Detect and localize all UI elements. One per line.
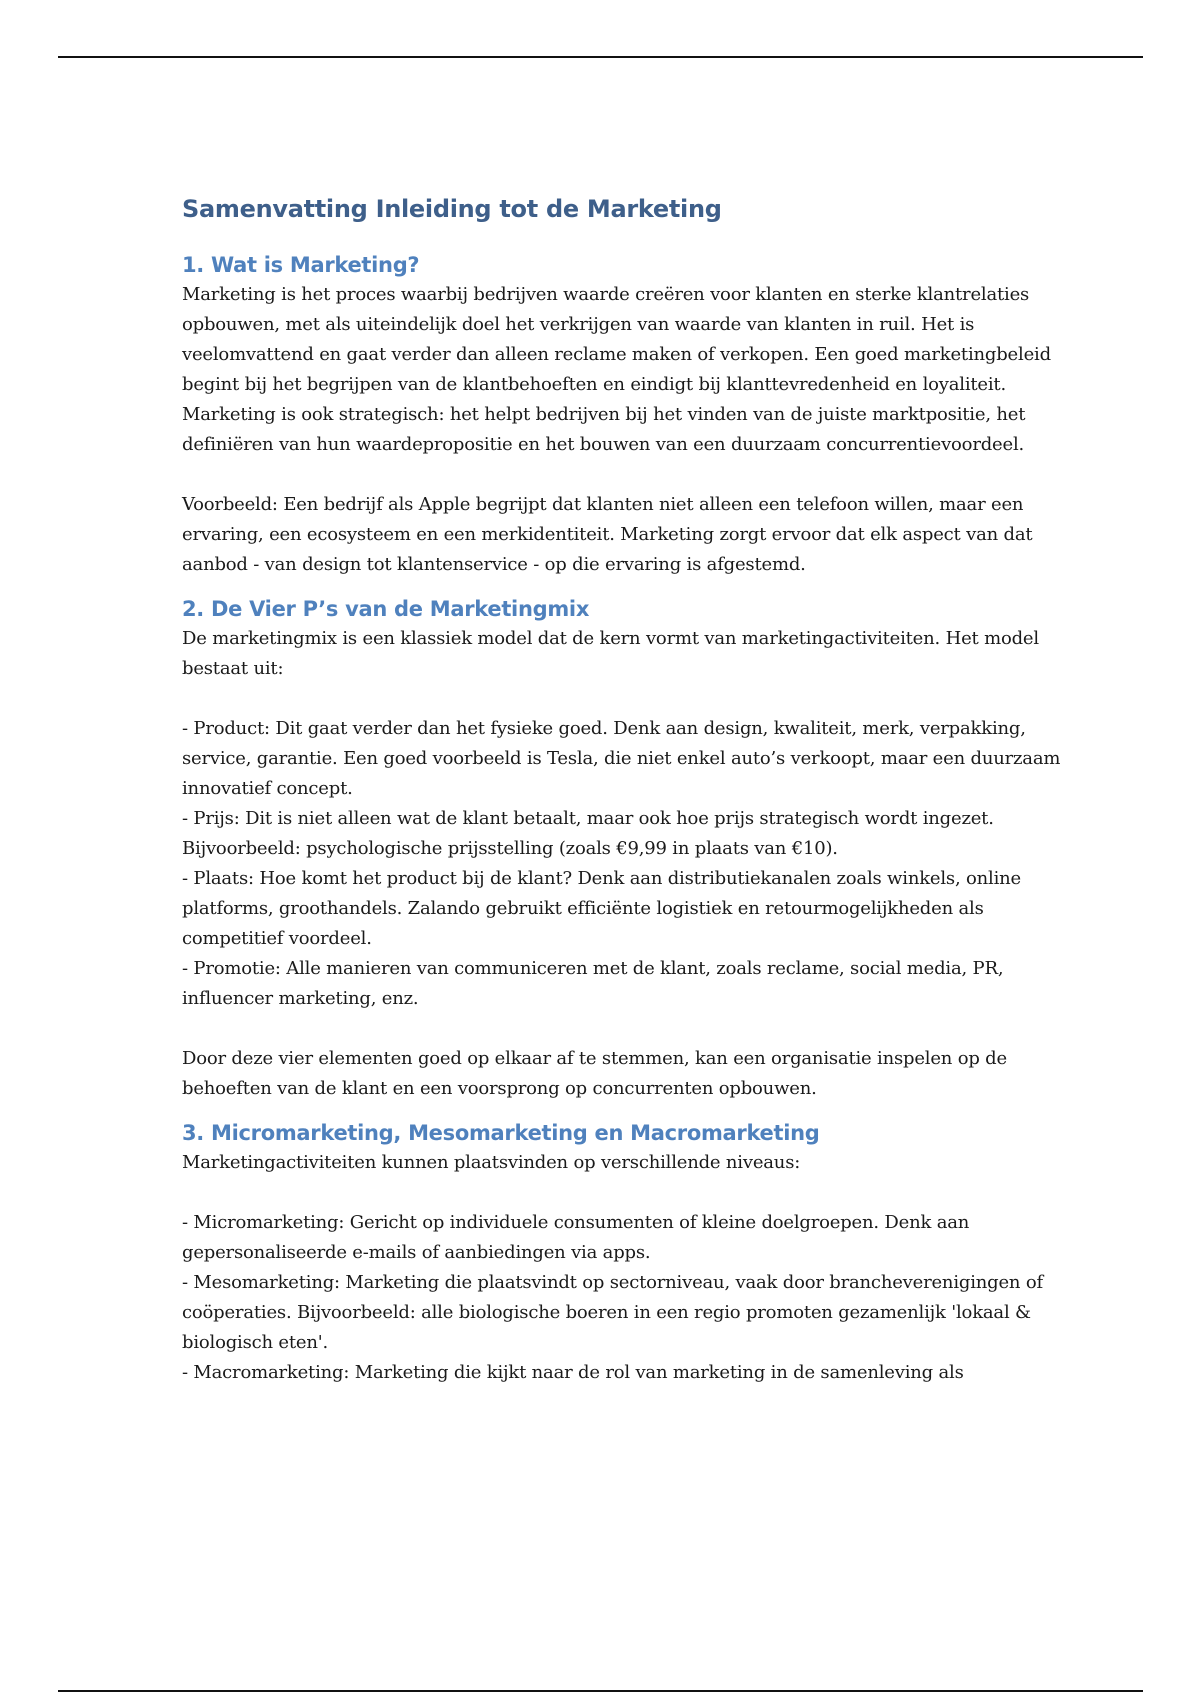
paragraph-intro: Marketingactiviteiten kunnen plaatsvinden op verschillende niveaus:: [182, 1152, 801, 1173]
paragraph-intro: De marketingmix is een klassiek model dat de kern vormt van marketingactiviteiten. Het model bestaat uit:: [182, 628, 1039, 679]
list-item-micromarketing: - Micromarketing: Gericht op individuele consumenten of kleine doelgroepen. Denk aan gepersonaliseerde e-mails of aanbiedingen via apps.: [182, 1212, 970, 1263]
paragraph: Marketing is het proces waarbij bedrijven waarde creëren voor klanten en sterke klantrelaties opbouwen, met als uiteindelijk doel het verkrijgen van waarde van klanten in ruil. Het is veelomvattend en gaat verder dan alleen reclame maken of verkopen. Een goed marketingbeleid begint bij het begrijpen van de klantbehoeften en eindigt bij klanttevredenheid en loyaliteit. Marketing is ook strategisch: het helpt bedrijven bij het vinden van de juiste marktpositie, het definiëren van hun waardepropositie en het bouwen van een duurzaam concurrentievoordeel.: [182, 284, 1051, 455]
bottom-border-line: [58, 1690, 1143, 1692]
list-item-macromarketing: - Macromarketing: Marketing die kijkt naar de rol van marketing in de samenleving als: [182, 1362, 964, 1383]
list-item-mesomarketing: - Mesomarketing: Marketing die plaatsvindt op sectorniveau, vaak door brancheverenigingen of coöperaties. Bijvoorbeeld: alle biologische boeren in een regio promoten gezamenlijk 'lokaal & biologisch eten'.: [182, 1272, 1043, 1353]
list-item-place: - Plaats: Hoe komt het product bij de klant? Denk aan distributiekanalen zoals winkels, online platforms, groothandels. Zalando gebruikt efficiënte logistiek en retourmogelijkheden als competitief voordeel.: [182, 868, 1022, 949]
list-item-price: - Prijs: Dit is niet alleen wat de klant betaalt, maar ook hoe prijs strategisch wordt ingezet. Bijvoorbeeld: psychologische prijsstelling (zoals €9,99 in plaats van €10).: [182, 808, 994, 859]
section-four-ps: [182, 594, 1062, 1104]
section-heading: 2. De Vier P’s van de Marketingmix: [182, 597, 590, 621]
section-what-is-marketing: [182, 250, 1062, 580]
top-border-line: [58, 56, 1143, 58]
paragraph-example: Voorbeeld: Een bedrijf als Apple begrijpt dat klanten niet alleen een telefoon willen, maar een ervaring, een ecosysteem en een merkidentiteit. Marketing zorgt ervoor dat elk aspect van dat aanbod - van design tot klantenservice - op die ervaring is afgestemd.: [182, 494, 1033, 575]
section-heading: 3. Micromarketing, Mesomarketing en Macromarketing: [182, 1121, 820, 1145]
document-body: [182, 192, 1062, 1402]
paragraph-outro: Door deze vier elementen goed op elkaar af te stemmen, kan een organisatie inspelen op de behoeften van de klant en een voorsprong op concurrenten opbouwen.: [182, 1048, 1007, 1099]
list-item-promotion: - Promotie: Alle manieren van communiceren met de klant, zoals reclame, social media, PR, influencer marketing, enz.: [182, 958, 1004, 1009]
list-item-product: - Product: Dit gaat verder dan het fysieke goed. Denk aan design, kwaliteit, merk, verpakking, service, garantie. Een goed voorbeeld is Tesla, die niet enkel auto’s verkoopt, maar een duurzaam innovatief concept.: [182, 718, 1061, 799]
section-marketing-levels: [182, 1118, 1062, 1388]
document-title: Samenvatting Inleiding tot de Marketing: [182, 195, 722, 223]
section-heading: 1. Wat is Marketing?: [182, 253, 420, 277]
